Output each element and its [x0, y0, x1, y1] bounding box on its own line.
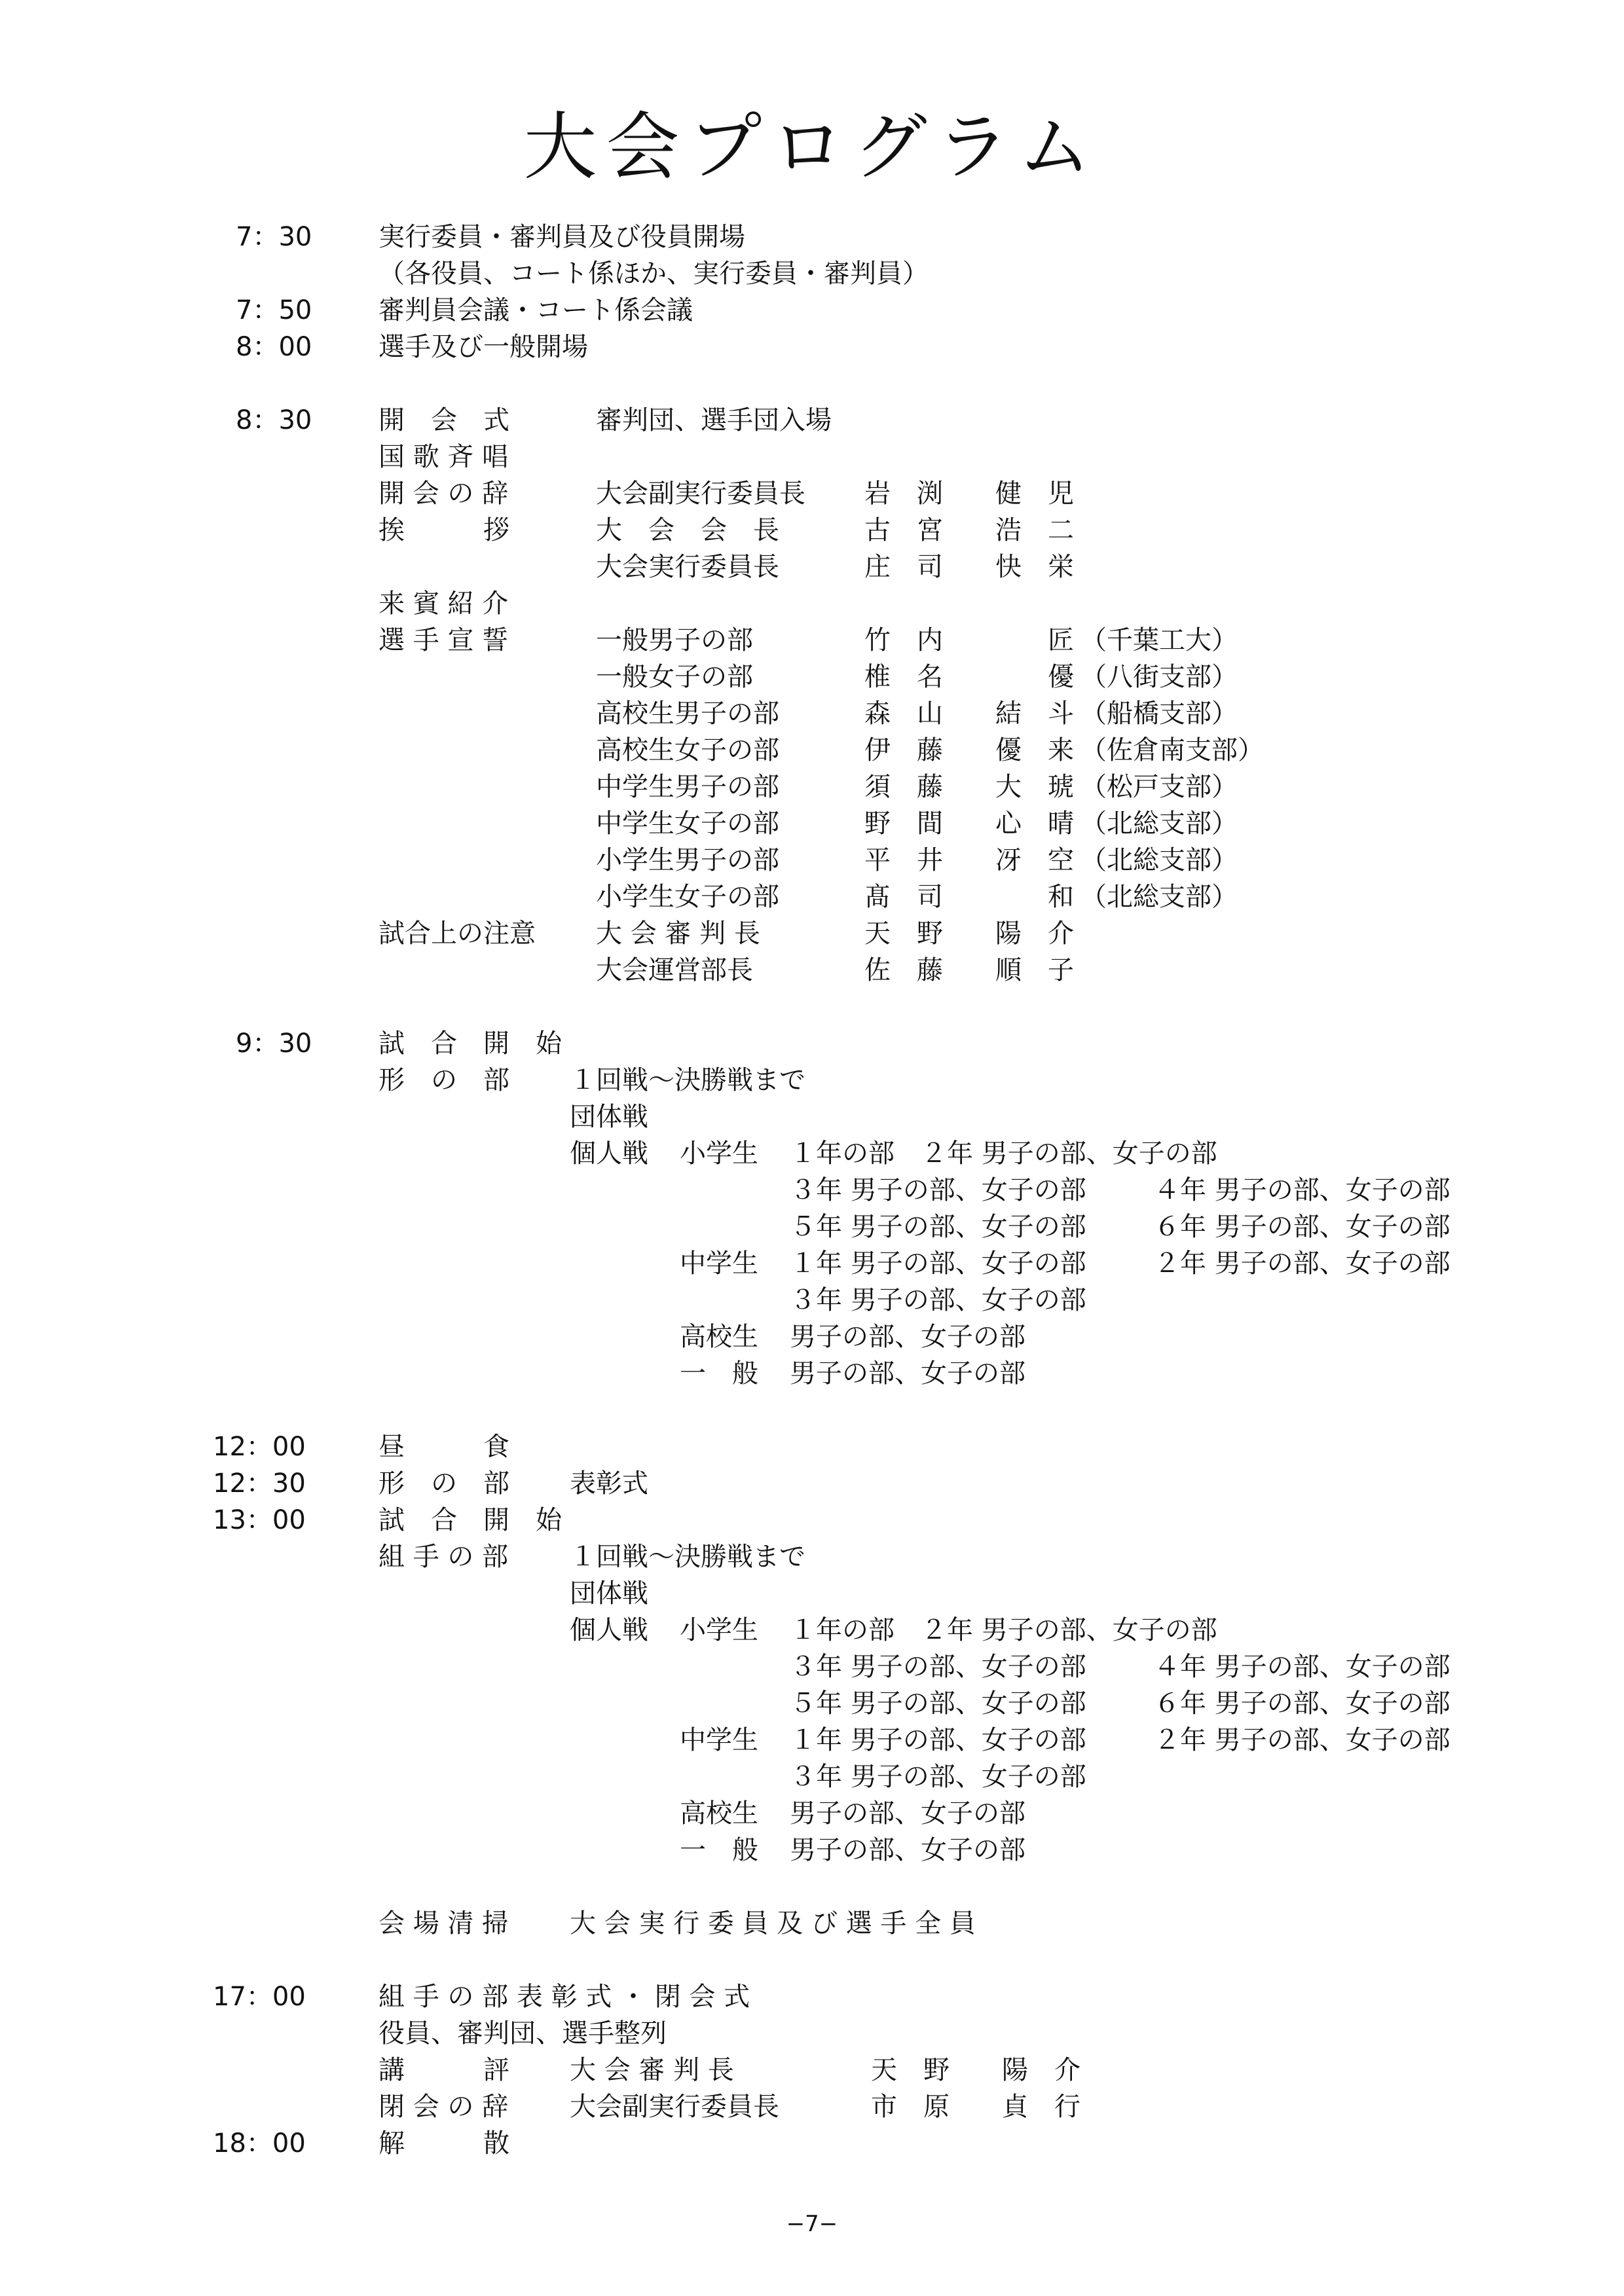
lineup: 役員、審判団、選手整列: [378, 2018, 667, 2049]
match-notes-role-2: 大会運営部長: [596, 955, 753, 985]
oath-division: 一般男子の部: [596, 625, 753, 655]
oath-division: 小学生女子の部: [596, 882, 779, 912]
kumite-division: ２年 男子の部、女子の部: [1154, 1725, 1450, 1755]
oath-club: （北総支部）: [1080, 845, 1238, 875]
greeting-role-1: 大 会 会 長: [596, 515, 779, 545]
kata-junior: 中学生: [680, 1248, 758, 1279]
time-1700: 17：00: [213, 1982, 306, 2012]
kumite-division: 男子の部、女子の部: [790, 1835, 1025, 1865]
review: 講 評: [378, 2055, 509, 2085]
kata-division: １年 男子の部、女子の部: [790, 1248, 1086, 1279]
review-role: 大 会 審 判 長: [570, 2055, 734, 2085]
oath-name: 竹 内 匠: [864, 625, 1074, 655]
kumite-division: ３年 男子の部、女子の部: [790, 1762, 1086, 1792]
greeting-role-2: 大会実行委員長: [596, 552, 779, 582]
oath-name: 森 山 結 斗: [864, 699, 1074, 729]
closing-address-role: 大会副実行委員長: [570, 2092, 779, 2122]
kata-award-label: 形 の 部: [378, 1468, 509, 1499]
national-anthem: 国 歌 斉 唱: [378, 442, 509, 472]
time-1200: 12：00: [213, 1432, 306, 1462]
dismissal: 解 散: [378, 2128, 509, 2159]
venue-cleaning-who: 大 会 実 行 委 員 及 び 選 手 全 員: [570, 1908, 976, 1939]
kumite-individual: 個人戦: [570, 1615, 648, 1645]
closing-ceremony: 組 手 の 部 表 彰 式 ・ 閉 会 式: [378, 1982, 750, 2012]
kata-general: 一 般: [680, 1358, 758, 1389]
kumite-high-school: 高校生: [680, 1798, 758, 1829]
match-start: 試 合 開 始: [378, 1029, 562, 1059]
kata-high-school: 高校生: [680, 1322, 758, 1352]
oath-division: 中学生男子の部: [596, 772, 779, 802]
kata-award: 表彰式: [570, 1468, 648, 1499]
kata-team: 団体戦: [570, 1102, 648, 1132]
kata-division: ３年 男子の部、女子の部: [790, 1175, 1086, 1205]
kumite-division: １年の部 ２年 男子の部、女子の部: [790, 1615, 1217, 1645]
oath-name: 平 井 冴 空: [864, 845, 1074, 875]
oath-name: 須 藤 大 琥: [864, 772, 1074, 802]
entrance: 審判団、選手団入場: [596, 405, 832, 435]
kumite-division: ４年 男子の部、女子の部: [1154, 1652, 1450, 1682]
oath-name: 野 間 心 晴: [864, 809, 1074, 839]
oath-name: 髙 司 和: [864, 882, 1074, 912]
oath-name: 椎 名 優: [864, 662, 1074, 692]
kumite-division: ６年 男子の部、女子の部: [1154, 1688, 1450, 1719]
oath-division: 一般女子の部: [596, 662, 753, 692]
kumite-elementary: 小学生: [680, 1615, 758, 1645]
kumite-team: 団体戦: [570, 1578, 648, 1609]
match-notes-role-1: 大 会 審 判 長: [596, 919, 760, 949]
venue-cleaning: 会 場 清 掃: [378, 1908, 509, 1939]
oath-division: 中学生女子の部: [596, 809, 779, 839]
oath-name: 伊 藤 優 来: [864, 735, 1074, 765]
opening-address-name: 岩 渕 健 児: [864, 479, 1074, 509]
match-notes-name-1: 天 野 陽 介: [864, 919, 1074, 949]
time-0730: 7：30: [236, 222, 312, 252]
kumite-general: 一 般: [680, 1835, 758, 1865]
oath-club: （千葉工大）: [1080, 625, 1238, 655]
oath-club: （北総支部）: [1080, 882, 1238, 912]
lunch: 昼 食: [378, 1432, 509, 1462]
kumite-division: １年 男子の部、女子の部: [790, 1725, 1086, 1755]
kata-division: ５年 男子の部、女子の部: [790, 1212, 1086, 1242]
oath-club: （松戸支部）: [1080, 772, 1238, 802]
time-0930: 9：30: [236, 1029, 312, 1059]
kata-division: 男子の部、女子の部: [790, 1358, 1025, 1389]
athlete-oath: 選 手 宣 誓: [378, 625, 509, 655]
kumite-division: ５年 男子の部、女子の部: [790, 1688, 1086, 1719]
kumite-section: 組 手 の 部: [378, 1542, 509, 1572]
oath-division: 高校生男子の部: [596, 699, 779, 729]
general-open: 選手及び一般開場: [378, 332, 588, 362]
kata-division: 男子の部、女子の部: [790, 1322, 1025, 1352]
match-notes: 試合上の注意: [378, 919, 536, 949]
closing-address: 閉 会 の 辞: [378, 2092, 509, 2122]
opening-ceremony: 開 会 式: [378, 405, 509, 435]
greeting-name-2: 庄 司 快 栄: [864, 552, 1074, 582]
kumite-division: 男子の部、女子の部: [790, 1798, 1025, 1829]
kata-rounds: １回戦～決勝戦まで: [570, 1065, 805, 1095]
kata-division: ２年 男子の部、女子の部: [1154, 1248, 1450, 1279]
kata-individual: 個人戦: [570, 1139, 648, 1169]
time-0750: 7：50: [236, 295, 312, 325]
kumite-division: ３年 男子の部、女子の部: [790, 1652, 1086, 1682]
opening-address: 開 会 の 辞: [378, 479, 509, 509]
closing-address-name: 市 原 貞 行: [871, 2092, 1080, 2122]
oath-club: （八街支部）: [1080, 662, 1238, 692]
time-1800: 18：00: [213, 2128, 306, 2159]
greeting: 挨 拶: [378, 515, 509, 545]
kata-division: ６年 男子の部、女子の部: [1154, 1212, 1450, 1242]
kumite-junior: 中学生: [680, 1725, 758, 1755]
match-notes-name-2: 佐 藤 順 子: [864, 955, 1074, 985]
kata-division: １年の部 ２年 男子の部、女子の部: [790, 1139, 1217, 1169]
referee-meeting: 審判員会議・コート係会議: [378, 295, 693, 325]
time-0830: 8：30: [236, 405, 312, 435]
page-number: −7−: [786, 2211, 838, 2237]
staff-assembly-note: （各役員、コート係ほか、実行委員・審判員）: [378, 259, 929, 289]
oath-division: 高校生女子の部: [596, 735, 779, 765]
kata-division: ４年 男子の部、女子の部: [1154, 1175, 1450, 1205]
kata-section: 形 の 部: [378, 1065, 509, 1095]
oath-division: 小学生男子の部: [596, 845, 779, 875]
kata-elementary: 小学生: [680, 1139, 758, 1169]
oath-club: （北総支部）: [1080, 809, 1238, 839]
time-1300: 13：00: [213, 1505, 306, 1535]
guest-introduction: 来 賓 紹 介: [378, 589, 509, 619]
kata-division: ３年 男子の部、女子の部: [790, 1285, 1086, 1315]
match-start-2: 試 合 開 始: [378, 1505, 562, 1535]
greeting-name-1: 古 宮 浩 二: [864, 515, 1074, 545]
opening-address-role: 大会副実行委員長: [596, 479, 805, 509]
kumite-rounds: １回戦～決勝戦まで: [570, 1542, 805, 1572]
time-1230: 12：30: [213, 1468, 306, 1499]
oath-club: （船橋支部）: [1080, 699, 1238, 729]
time-0800: 8：00: [236, 332, 312, 362]
oath-club: （佐倉南支部）: [1080, 735, 1264, 765]
staff-assembly: 実行委員・審判員及び役員開場: [378, 222, 745, 252]
page-title: 大会プログラム: [523, 105, 1101, 190]
review-name: 天 野 陽 介: [871, 2055, 1080, 2085]
